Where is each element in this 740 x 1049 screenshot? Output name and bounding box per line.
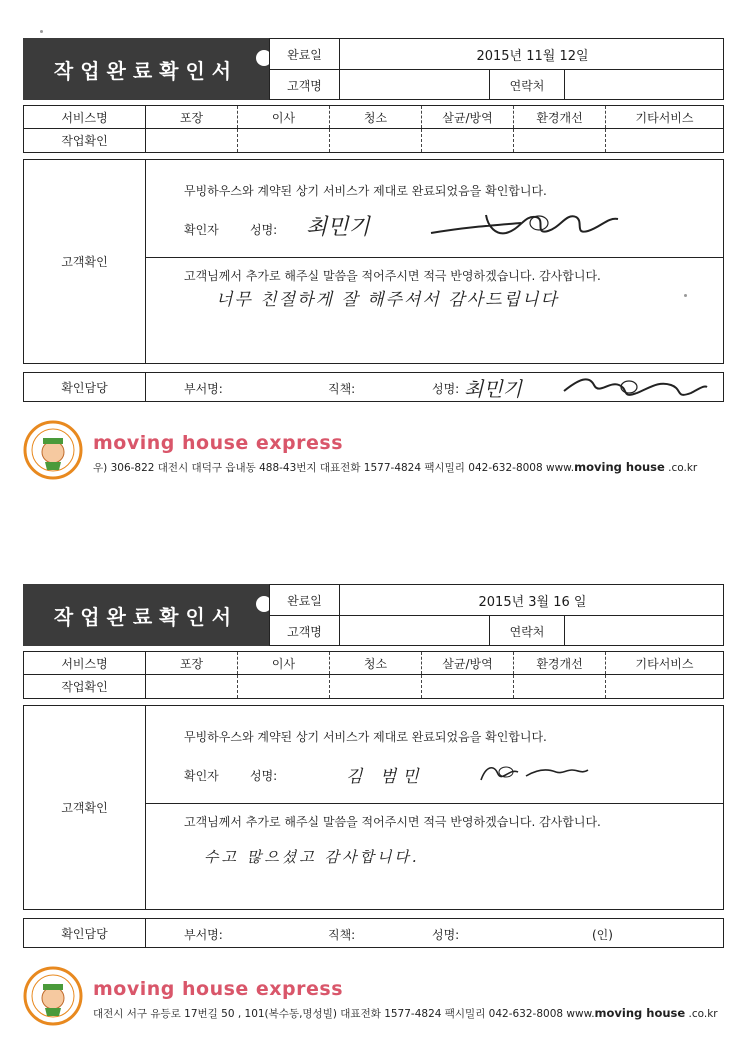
staff-name-label: 성명: — [432, 928, 460, 942]
customer-name-label: 고객명 — [270, 616, 340, 646]
company-footer — [23, 418, 724, 482]
service-item: 기타서비스 — [635, 110, 694, 125]
service-item: 환경개선 — [514, 106, 606, 128]
form-header-table — [269, 584, 724, 646]
customer-name-label: 고객명 — [270, 70, 340, 100]
work-confirm-cell[interactable] — [606, 129, 723, 152]
work-confirm-cell[interactable] — [514, 129, 606, 152]
work-confirm-cell[interactable] — [606, 675, 723, 698]
form-title: 작업완료확인서 — [23, 584, 269, 646]
company-address — [93, 460, 697, 475]
work-confirm-cell[interactable] — [330, 675, 422, 698]
contact-field[interactable] — [565, 616, 725, 646]
moving-house-logo-icon — [23, 420, 83, 480]
service-item: 이사 — [238, 106, 330, 128]
service-item: 청소 — [330, 106, 422, 128]
service-item: 환경개선 — [514, 652, 606, 674]
handwritten-comment: 너무 친절하게 잘 해주셔서 감사드립니다 — [216, 290, 559, 310]
web-suffix: .co.kr — [685, 1008, 718, 1020]
completion-date-label: 완료일 — [270, 39, 340, 69]
customer-name-field[interactable] — [340, 70, 490, 100]
staff-handwritten-name: 최민기 — [464, 377, 522, 401]
work-confirm-cell[interactable] — [514, 675, 606, 698]
work-confirm-cell[interactable] — [238, 129, 330, 152]
signature-scribble-icon — [476, 758, 596, 788]
web-brand: moving house — [594, 1006, 686, 1020]
staff-name-label: 성명: — [432, 382, 460, 396]
signature-name-label: 성명: — [250, 769, 278, 783]
work-confirm-cell[interactable] — [422, 129, 514, 152]
company-brand: moving house express — [93, 978, 344, 1000]
work-confirm-cell[interactable] — [238, 675, 330, 698]
work-confirm-cell[interactable] — [330, 129, 422, 152]
customer-confirm-label: 고객확인 — [24, 160, 146, 363]
contact-label: 연락처 — [490, 616, 565, 646]
service-item: 포장 — [146, 106, 238, 128]
form-title: 작업완료확인서 — [23, 38, 269, 100]
handwritten-comment: 수고 많으셨고 감사합니다. — [204, 848, 420, 866]
work-confirm-label: 작업확인 — [24, 129, 146, 152]
form-header-table — [269, 38, 724, 100]
service-item: 살균/방역 — [422, 652, 514, 674]
contact-field[interactable] — [565, 70, 725, 100]
service-table — [23, 651, 724, 699]
work-confirm-cell[interactable] — [146, 675, 238, 698]
work-confirm-cell[interactable] — [146, 129, 238, 152]
contact-label: 연락처 — [490, 70, 565, 100]
company-footer — [23, 964, 724, 1028]
service-name-label: 서비스명 — [24, 652, 146, 674]
service-table — [23, 105, 724, 153]
signature-name-label: 성명: — [250, 223, 278, 237]
confirmer-label: 확인자 — [184, 223, 219, 237]
confirmation-statement: 무빙하우스와 계약된 상기 서비스가 제대로 완료되었음을 확인합니다. — [184, 730, 547, 744]
scan-speck — [684, 294, 687, 297]
service-item: 이사 — [238, 652, 330, 674]
handwritten-name: 최민기 — [306, 215, 370, 240]
service-item: 포장 — [146, 652, 238, 674]
scan-speck — [40, 30, 43, 33]
service-item: 청소 — [330, 652, 422, 674]
staff-signature-icon — [559, 371, 709, 405]
staff-confirm-label: 확인담당 — [24, 373, 146, 401]
department-label: 부서명: — [184, 382, 223, 396]
staff-confirm-row — [23, 918, 724, 948]
confirmer-label: 확인자 — [184, 769, 219, 783]
customer-confirm-section — [23, 159, 724, 364]
handwritten-name: 김 범민 — [346, 767, 425, 787]
web-suffix: .co.kr — [664, 462, 698, 474]
company-address — [93, 1006, 718, 1021]
department-label: 부서명: — [184, 928, 223, 942]
completion-date-label: 완료일 — [270, 585, 340, 615]
address-text: 우) 306-822 대전시 대덕구 읍내동 488-43번지 대표전화 1577-4824 팩시밀리 042-632-8008 www. — [93, 462, 575, 474]
company-brand: moving house express — [93, 432, 344, 454]
request-note: 고객님께서 추가로 해주실 말씀을 적어주시면 적극 반영하겠습니다. 감사합니다. — [184, 269, 601, 283]
service-item: 살균/방역 — [422, 106, 514, 128]
staff-seal: (인) — [592, 928, 613, 942]
web-brand: moving house — [574, 460, 665, 474]
work-confirm-cell[interactable] — [422, 675, 514, 698]
service-name-label: 서비스명 — [24, 106, 146, 128]
signature-scribble-icon — [426, 205, 626, 245]
address-text: 대전시 서구 유등로 17번길 50 , 101(복수동,명성빌) 대표전화 1577-4824 팩시밀리 042-632-8008 www. — [93, 1008, 595, 1020]
staff-confirm-row — [23, 372, 724, 402]
work-confirm-label: 작업확인 — [24, 675, 146, 698]
completion-date-value[interactable]: 2015년 3월 16 일 — [478, 594, 587, 610]
staff-confirm-label: 확인담당 — [24, 919, 146, 947]
customer-confirm-section — [23, 705, 724, 910]
position-label: 직책: — [328, 928, 356, 942]
request-note: 고객님께서 추가로 해주실 말씀을 적어주시면 적극 반영하겠습니다. 감사합니다. — [184, 815, 601, 829]
confirmation-statement: 무빙하우스와 계약된 상기 서비스가 제대로 완료되었음을 확인합니다. — [184, 184, 547, 198]
moving-house-logo-icon — [23, 966, 83, 1026]
customer-name-field[interactable] — [340, 616, 490, 646]
completion-date-value[interactable]: 2015년 11월 12일 — [476, 48, 589, 64]
customer-confirm-label: 고객확인 — [24, 706, 146, 909]
service-item: 기타서비스 — [635, 656, 694, 671]
position-label: 직책: — [328, 382, 356, 396]
